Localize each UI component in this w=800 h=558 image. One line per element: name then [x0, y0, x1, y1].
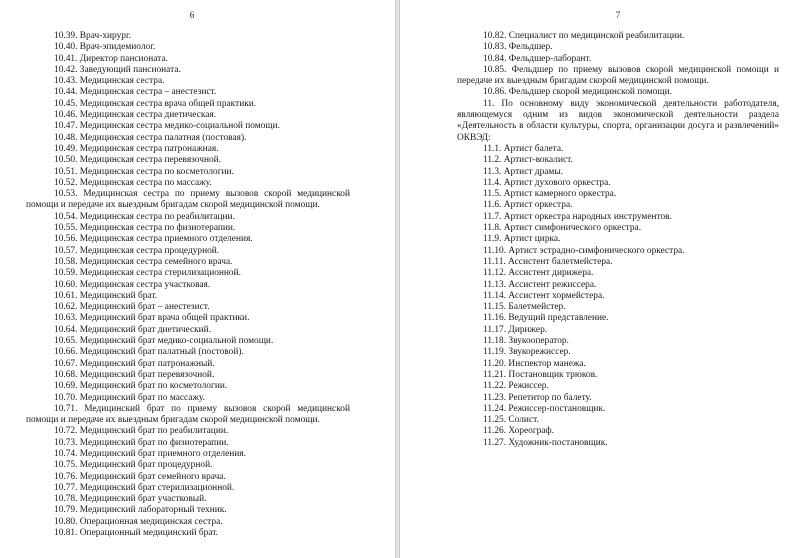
list-item: 11.23. Репетитор по балету.	[483, 392, 592, 403]
list-item: 10.60. Медицинская сестра участковая.	[54, 279, 211, 290]
list-item: 10.55. Медицинская сестра по физиотерапии.	[54, 223, 236, 234]
list-item: 10.79. Медицинский лабораторный техник.	[54, 505, 227, 516]
list-item: 10.77. Медицинский брат стерилизационной.	[54, 482, 235, 493]
page-number: 6	[189, 10, 195, 20]
list-item: 10.66. Медицинский брат палатный (постовой).	[54, 347, 244, 358]
list-item: 10.61. Медицинский брат.	[54, 290, 158, 301]
right-page-content	[457, 31, 779, 449]
list-item: 11.25. Солист.	[483, 415, 539, 426]
list-item: 10.83. Фельдшер.	[483, 42, 553, 53]
list-item: 11.19. Звукорежиссер.	[483, 347, 571, 358]
list-item: 10.57. Медицинская сестра процедурной.	[54, 245, 220, 256]
list-item: 11.12. Ассистент дирижера.	[483, 268, 594, 279]
list-item: 11.4. Артист духового оркестра.	[483, 177, 611, 188]
list-item: 10.85. Фельдшер по приему вызовов скорой медицинской помощи и передаче их выездным бригадам скорой медицинской помощи.	[457, 64, 779, 87]
list-item: 10.81. Операционный медицинский брат.	[54, 528, 219, 539]
list-item: 10.43. Медицинская сестра.	[54, 76, 165, 87]
list-item: 10.67. Медицинский брат патронажный.	[54, 358, 215, 369]
list-item: 10.44. Медицинская сестра – анестезист.	[54, 87, 217, 98]
list-item: 10.82. Специалист по медицинской реабилитации.	[483, 31, 685, 41]
list-item: 11.1. Артист балета.	[483, 143, 564, 154]
list-item: 11.11. Ассистент балетмейстера.	[483, 256, 613, 267]
list-item: 11.8. Артист симфонического оркестра.	[483, 223, 642, 234]
list-item: 10.80. Операционная медицинская сестра.	[54, 516, 223, 527]
list-item: 10.84. Фельдшер-лаборант.	[483, 53, 592, 64]
list-item: 11.13. Ассистент режиссера.	[483, 279, 597, 290]
list-item: 10.62. Медицинский брат – анестезист.	[54, 302, 210, 313]
list-item: 10.56. Медицинская сестра приемного отделения.	[54, 234, 253, 245]
list-item: 11. По основному виду экономической деятельности работодателя, являющемуся одним из видов экономической деятельности раздела «Деятельность в области культуры, спорта, организации досуга и развлечений» ОКВЭД:	[457, 98, 779, 143]
list-item: 10.39. Врач-хирург.	[54, 31, 132, 41]
list-item: 10.52. Медицинская сестра по массажу.	[54, 177, 212, 188]
list-item: 10.59. Медицинская сестра стерилизационной.	[54, 268, 241, 279]
list-item: 10.46. Медицинская сестра диетическая.	[54, 110, 217, 121]
list-item: 11.17. Дирижер.	[483, 324, 548, 335]
list-item: 10.45. Медицинская сестра врача общей практики.	[54, 98, 257, 109]
list-item: 10.53. Медицинская сестра по приему вызовов скорой медицинской помощи и передаче их выездным бригадам скорой медицинской помощи.	[26, 189, 350, 211]
list-item: 10.71. Медицинский брат по приему вызовов скорой медицинской помощи и передаче их выездным бригадам скорой медицинской помощи.	[26, 403, 350, 426]
list-item: 11.21. Постановщик трюков.	[483, 369, 598, 380]
list-item: 11.15. Балетмейстер.	[483, 302, 566, 313]
list-item: 10.51. Медицинская сестра по косметологии.	[54, 166, 234, 177]
list-item: 10.76. Медицинский брат семейного врача.	[54, 471, 226, 482]
list-item: 11.6. Артист оркестра.	[483, 200, 573, 211]
list-item: 10.41. Директор пансионата.	[54, 53, 168, 64]
list-item: 10.72. Медицинский брат по реабилитации.	[54, 426, 229, 437]
list-item: 10.47. Медицинская сестра медико-социальной помощи.	[54, 121, 281, 132]
list-item: 10.54. Медицинская сестра по реабилитации.	[54, 211, 235, 222]
list-item: 10.74. Медицинский брат приемного отделения.	[54, 448, 246, 459]
list-item: 11.7. Артист оркестра народных инструментов.	[483, 211, 672, 222]
list-item: 10.48. Медицинская сестра палатная (постовая).	[54, 132, 247, 143]
list-item: 11.2. Артист-вокалист.	[483, 155, 573, 166]
list-item: 10.64. Медицинский брат диетический.	[54, 324, 212, 335]
list-item: 10.78. Медицинский брат участковый.	[54, 494, 207, 505]
list-item: 10.50. Медицинская сестра перевязочной.	[54, 155, 222, 166]
list-item: 10.86. Фельдшер скорой медицинской помощи.	[483, 87, 672, 98]
list-item: 11.14. Ассистент хормейстера.	[483, 290, 605, 301]
list-item: 10.65. Медицинский брат медико-социальной помощи.	[54, 336, 274, 347]
list-item: 10.75. Медицинский брат процедурной.	[54, 460, 213, 471]
list-item: 11.3. Артист драмы.	[483, 166, 563, 177]
list-item: 11.24. Режиссер-постановщик.	[483, 403, 606, 414]
list-item: 10.68. Медицинский брат перевязочной.	[54, 369, 215, 380]
list-item: 10.63. Медицинский брат врача общей практики.	[54, 313, 250, 324]
list-item: 11.16. Ведущий представление.	[483, 313, 609, 324]
list-item: 10.73. Медицинский брат по физиотерапии.	[54, 437, 229, 448]
list-item: 10.40. Врач-эпидемиолог.	[54, 42, 156, 53]
left-page-content	[26, 31, 350, 539]
list-item: 11.20. Инспектор манежа.	[483, 358, 586, 369]
list-item: 10.70. Медицинский брат по массажу.	[54, 392, 206, 403]
page-number: 7	[615, 10, 621, 20]
list-item: 11.9. Артист цирка.	[483, 234, 561, 245]
list-item: 11.27. Художник-постановщик.	[483, 437, 608, 448]
list-item: 11.18. Звукооператор.	[483, 336, 569, 347]
list-item: 10.49. Медицинская сестра патронажная.	[54, 143, 219, 154]
list-item: 11.10. Артист эстрадно-симфонического оркестра.	[483, 245, 685, 256]
list-item: 11.5. Артист камерного оркестра.	[483, 189, 617, 200]
list-item: 10.69. Медицинский брат по косметологии.	[54, 381, 228, 392]
list-item: 11.26. Хореограф.	[483, 426, 554, 437]
list-item: 11.22. Режиссер.	[483, 381, 549, 392]
list-item: 10.58. Медицинская сестра семейного врача.	[54, 256, 233, 267]
list-item: 10.42. Заведующий пансионата.	[54, 64, 181, 75]
